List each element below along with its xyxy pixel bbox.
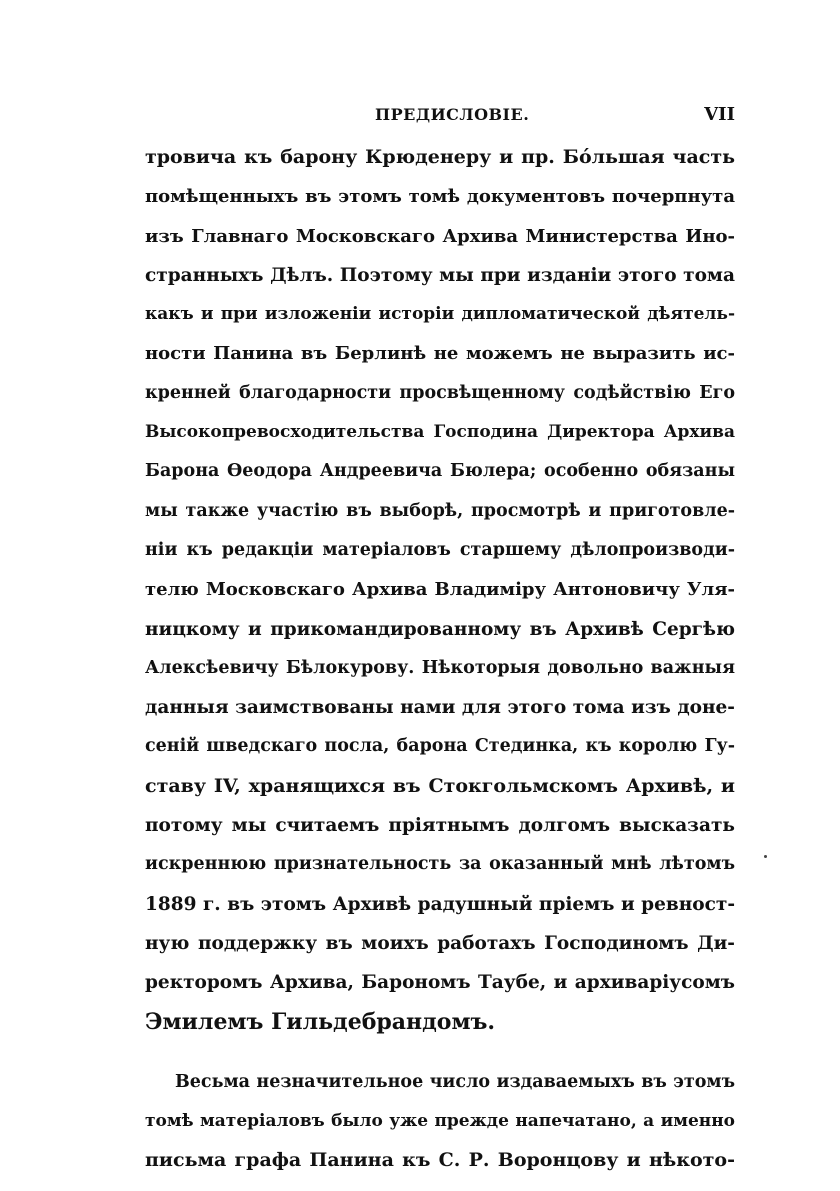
text-line: Эмилемъ Гильдебрандомъ. bbox=[145, 1008, 496, 1035]
text-line: Алексѣевичу Бѣлокурову. Нѣкоторыя довольно важныя bbox=[145, 657, 735, 678]
text-line: изъ Главнаго Московскаго Архива Министерства Ино- bbox=[145, 225, 735, 247]
text-line: томѣ матеріаловъ было уже прежде напечатано, а именно bbox=[145, 1111, 735, 1132]
text-line: данныя заимствованы нами для этого тома изъ доне- bbox=[145, 697, 735, 719]
text-line: искреннюю признательность за оказанный мнѣ лѣтомъ bbox=[145, 854, 735, 875]
body-text bbox=[145, 138, 735, 1181]
text-line: помѣщенныхъ въ этомъ томѣ документовъ почерпнута bbox=[145, 186, 735, 208]
text-line: какъ и при изложеніи исторіи дипломатической дѣятель- bbox=[145, 304, 735, 325]
text-line: мы также участію въ выборѣ, просмотрѣ и приготовле- bbox=[145, 500, 735, 521]
text-line: тровича къ барону Крюденеру и пр. Бо́льшая часть bbox=[145, 146, 735, 168]
text-line: Барона Ѳеодора Андреевича Бюлера; особенно обязаны bbox=[145, 461, 735, 482]
text-line: телю Московскаго Архива Владиміру Антоновичу Уля- bbox=[145, 579, 735, 601]
text-line: ную поддержку въ моихъ работахъ Господиномъ Ди- bbox=[145, 932, 735, 954]
paragraph-1 bbox=[145, 138, 735, 1042]
running-title: ПРЕДИСЛОВІЕ. bbox=[375, 105, 530, 124]
running-head bbox=[145, 100, 735, 130]
text-line: 1889 г. въ этомъ Архивѣ радушный пріемъ и ревност- bbox=[145, 893, 735, 915]
text-line: ректоромъ Архива, Барономъ Таубе, и архиваріусомъ bbox=[145, 972, 735, 994]
text-line: странныхъ Дѣлъ. Поэтому мы при изданіи этого тома bbox=[145, 264, 735, 286]
text-line: ніи къ редакціи матеріаловъ старшему дѣлопроизводи- bbox=[145, 539, 735, 560]
paper-speck bbox=[764, 855, 767, 858]
text-line: сеній шведскаго посла, барона Стединка, къ королю Гу- bbox=[145, 736, 735, 757]
text-line: Весьма незначительное число издаваемыхъ въ этомъ bbox=[175, 1071, 735, 1092]
text-line: кренней благодарности просвѣщенному содѣйствію Его bbox=[145, 382, 735, 403]
text-line: Высокопревосходительства Господина Директора Архива bbox=[145, 422, 735, 443]
paragraph-gap bbox=[145, 1042, 735, 1063]
text-line: ставу IV, хранящихся въ Стокгольмскомъ Архивѣ, и bbox=[145, 774, 735, 797]
page-number: VII bbox=[704, 104, 735, 125]
text-line: ности Панина въ Берлинѣ не можемъ не выразить ис- bbox=[145, 343, 735, 365]
paragraph-2 bbox=[145, 1063, 735, 1181]
text-line: ницкому и прикомандированному въ Архивѣ Сергѣю bbox=[145, 618, 735, 640]
text-line: письма графа Панина къ С. Р. Воронцову и нѣкото- bbox=[145, 1149, 735, 1172]
text-line: потому мы считаемъ пріятнымъ долгомъ высказать bbox=[145, 815, 735, 837]
